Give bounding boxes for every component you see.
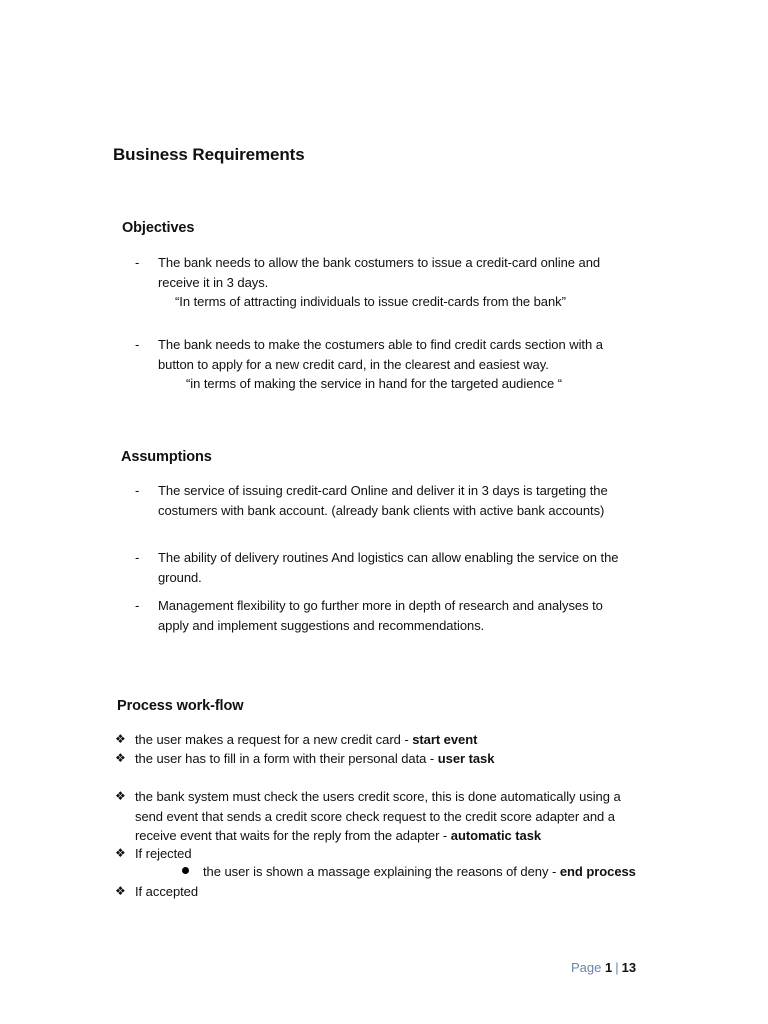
objective-1-line-1: The bank needs to allow the bank costumers to issue a credit-card online and [158, 255, 601, 270]
objective-1-line-2: receive it in 3 days. [158, 274, 269, 290]
page-number-footer [571, 960, 636, 975]
page-separator: | [615, 960, 619, 975]
workflow-3-line-2: send event that sends a credit score check request to the credit score adapter and a [135, 808, 615, 824]
workflow-item-6: If accepted [135, 884, 199, 899]
assumption-3-line-1: Management flexibility to go further more in depth of research and analyses to [158, 598, 603, 613]
total-pages: 13 [621, 960, 637, 975]
circle-bullet-icon [182, 867, 189, 874]
assumption-item-1 [158, 481, 608, 520]
assumption-3-line-2: apply and implement suggestions and recommendations. [158, 617, 485, 633]
objective-2-line-2: button to apply for a new credit card, in the clearest and easiest way. [158, 356, 549, 372]
workflow-3-line-3: receive event that waits for the reply from the adapter - automatic task [135, 828, 542, 843]
diamond-bullet-icon: ❖ [115, 846, 126, 860]
assumption-1-line-1: The service of issuing credit-card Online and deliver it in 3 days is targeting the [158, 483, 608, 498]
workflow-item-5: the user is shown a massage explaining the reasons of deny - end process [203, 864, 636, 879]
assumption-2-line-1: The ability of delivery routines And logistics can allow enabling the service on the [158, 550, 619, 565]
assumption-2-line-2: ground. [158, 569, 202, 585]
objective-1-quote: “In terms of attracting individuals to issue credit-cards from the bank” [175, 294, 566, 309]
assumption-item-2 [158, 548, 618, 587]
objective-item-1 [158, 253, 600, 312]
dash-bullet: - [135, 598, 140, 613]
dash-bullet: - [135, 550, 140, 565]
objective-item-2 [158, 335, 603, 394]
objective-2-quote: “in terms of making the service in hand for the targeted audience “ [186, 376, 563, 391]
section-heading-objectives: Objectives [122, 220, 195, 236]
workflow-3-line-1: the bank system must check the users credit score, this is done automatically using a [135, 789, 621, 804]
diamond-bullet-icon: ❖ [115, 751, 126, 765]
workflow-item-3 [135, 787, 621, 846]
diamond-bullet-icon: ❖ [115, 732, 126, 746]
workflow-item-1: the user makes a request for a new credit card - start event [135, 732, 478, 747]
workflow-item-2: the user has to fill in a form with their personal data - user task [135, 751, 495, 766]
dash-bullet: - [135, 255, 140, 270]
section-heading-workflow: Process work-flow [117, 698, 244, 714]
dash-bullet: - [135, 483, 140, 498]
current-page-number: 1 [605, 960, 613, 975]
section-heading-assumptions: Assumptions [121, 449, 212, 465]
workflow-item-4: If rejected [135, 846, 192, 861]
page-title: Business Requirements [113, 145, 305, 164]
page-label: Page [571, 960, 602, 975]
diamond-bullet-icon: ❖ [115, 789, 126, 803]
objective-2-line-1: The bank needs to make the costumers able to find credit cards section with a [158, 337, 603, 352]
dash-bullet: - [135, 337, 140, 352]
diamond-bullet-icon: ❖ [115, 884, 126, 898]
assumption-1-line-2: costumers with bank account. (already bank clients with active bank accounts) [158, 502, 605, 518]
assumption-item-3 [158, 596, 603, 635]
